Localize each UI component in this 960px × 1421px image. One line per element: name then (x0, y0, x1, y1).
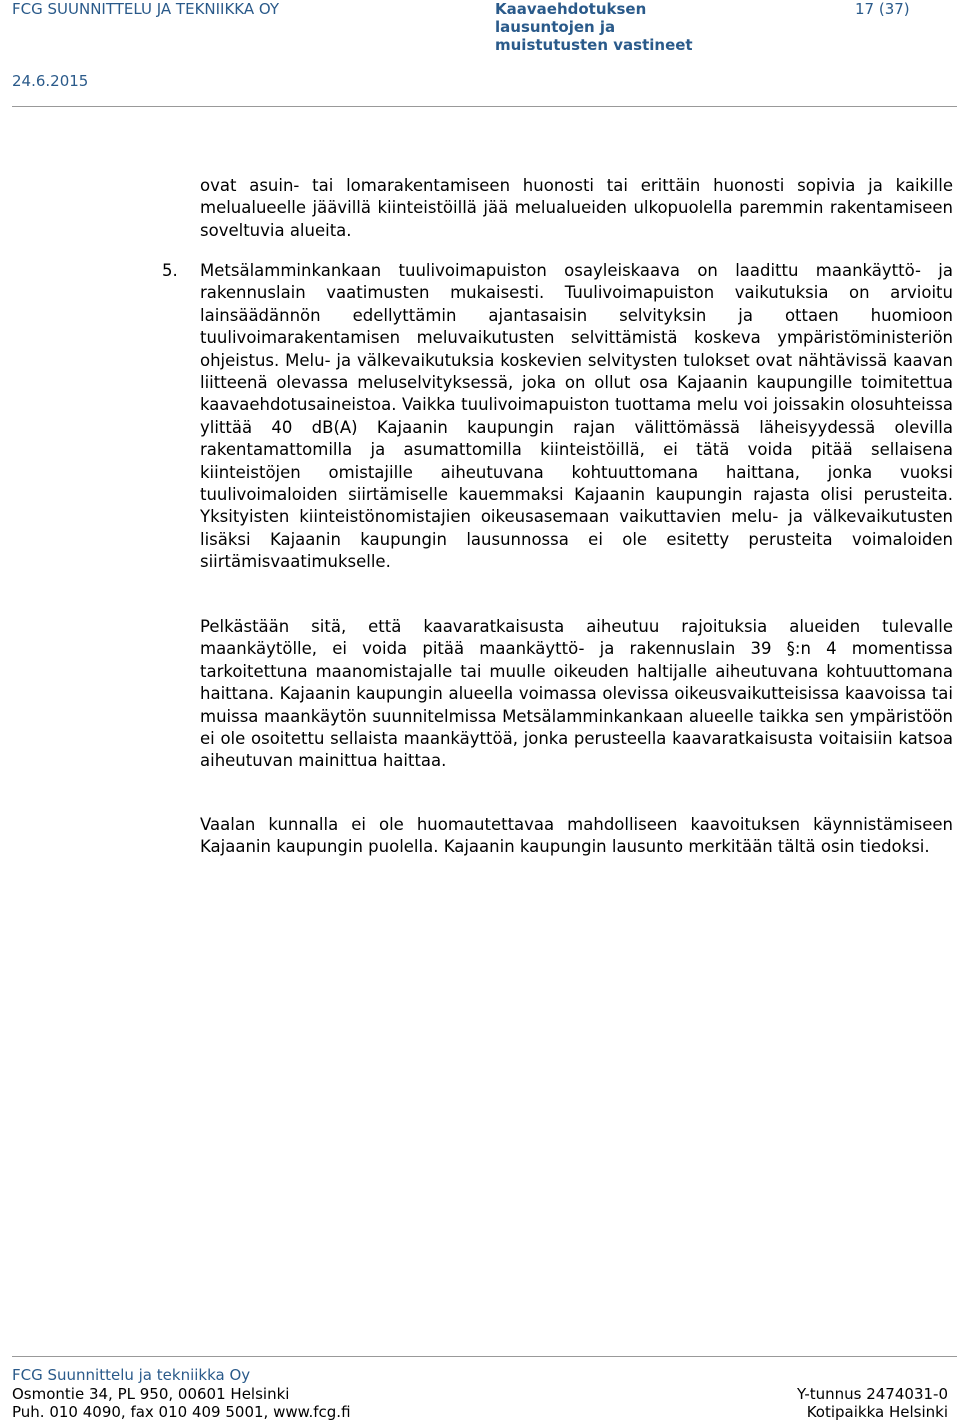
footer-business-id: Y-tunnus 2474031-0 (796, 1385, 948, 1403)
list-item-5 (162, 260, 953, 574)
document-date: 24.6.2015 (12, 72, 89, 90)
header-company: FCG SUUNNITTELU JA TEKNIIKKA OY (12, 0, 280, 18)
intro-paragraph (200, 175, 953, 242)
intro-text: ovat asuin- tai lomarakentamiseen huonosti tai erittäin huonosti sopivia ja kaikille melualueelle jäävillä kiinteistöillä jää melualueiden ulkopuolella paremmin rakentamiseen soveltuvia alueita. (200, 176, 953, 240)
paragraph-3 (200, 814, 953, 859)
paragraph-3-text: Vaalan kunnalla ei ole huomautettavaa mahdolliseen kaavoituksen käynnistämiseen Kajaanin kaupungin puolella. Kajaanin kaupungin lausunto merkitään tältä osin tiedoksi. (200, 815, 953, 857)
header-divider (12, 106, 957, 107)
footer-divider (12, 1356, 957, 1357)
page-number: 17 (37) (855, 0, 910, 18)
document-title (495, 0, 755, 54)
footer-phone: Puh. 010 4090, fax 010 409 5001, www.fcg.fi (12, 1403, 351, 1421)
footer-domicile: Kotipaikka Helsinki (806, 1403, 948, 1421)
document-title-line-1: Kaavaehdotuksen (495, 0, 647, 18)
list-item-text: Metsälamminkankaan tuulivoimapuiston osayleiskaava on laadittu maankäyttö- ja rakennuslain vaatimusten mukaisesti. Tuulivoimapuiston vaikutuksia on arvioitu lainsäädännön edellyttämin ajantasaisin selvityksin ja ottaen huomioon tuulivoimarakentamisen meluvaikutusten selvittämistä koskeva ympäristöministeriön ohjeistus. Melu- ja välkevaikutuksia koskevien selvitysten tulokset ovat nähtävissä kaavan liitteenä olevassa meluselvityksessä, joka on ollut osa Kajaanin kaupungille toimitettua kaavaehdotusaineistoa. Vaikka tuulivoimapuiston tuottama melu voi joissakin olosuhteissa ylittää 40 dB(A) Kajaanin kaupungin rajan välittömässä läheisyydessä olevilla rakentamattomilla ja asumattomilla kiinteistöillä, ei tätä voida pitää sellaisena kiinteistöjen omistajille aiheutuvana kohtuuttomana haittana, jonka vuoksi tuulivoimaloiden siirtämiselle kauemmaksi Kajaanin kaupungin rajasta olisi perusteita. Yksityisten kiinteistönomistajien oikeusasemaan vaikuttavien melu- ja välkevaikutusten lisäksi Kajaanin kaupungin lausunnossa ei ole esitetty perusteita voimaloiden siirtämisvaatimukselle. (200, 261, 953, 572)
paragraph-2-text: Pelkästään sitä, että kaavaratkaisusta aiheutuu rajoituksia alueiden tulevalle maankäytölle, ei voida pitää maankäyttö- ja rakennuslain 39 §:n 4 momentissa tarkoitettuna maanomistajalle tai muulle oikeuden haltijalle aiheutuvana kohtuuttomana haittana. Kajaanin kaupungin alueella voimassa olevissa oikeusvaikutteisissa kaavoissa tai muissa maankäytön suunnitelmissa Metsälamminkankaan alueelle taikka sen ympäristöön ei ole osoitettu sellaista maankäyttöä, jonka perusteella kaavaratkaisusta voitaisiin katsoa aiheutuvan mainittua haittaa. (200, 617, 953, 771)
footer-company: FCG Suunnittelu ja tekniikka Oy (12, 1366, 251, 1384)
paragraph-2 (200, 616, 953, 773)
document-title-line-2: lausuntojen ja (495, 18, 616, 36)
footer-address: Osmontie 34, PL 950, 00601 Helsinki (12, 1385, 290, 1403)
list-item-number: 5. (162, 261, 178, 280)
document-title-line-3: muistutusten vastineet (495, 36, 693, 54)
